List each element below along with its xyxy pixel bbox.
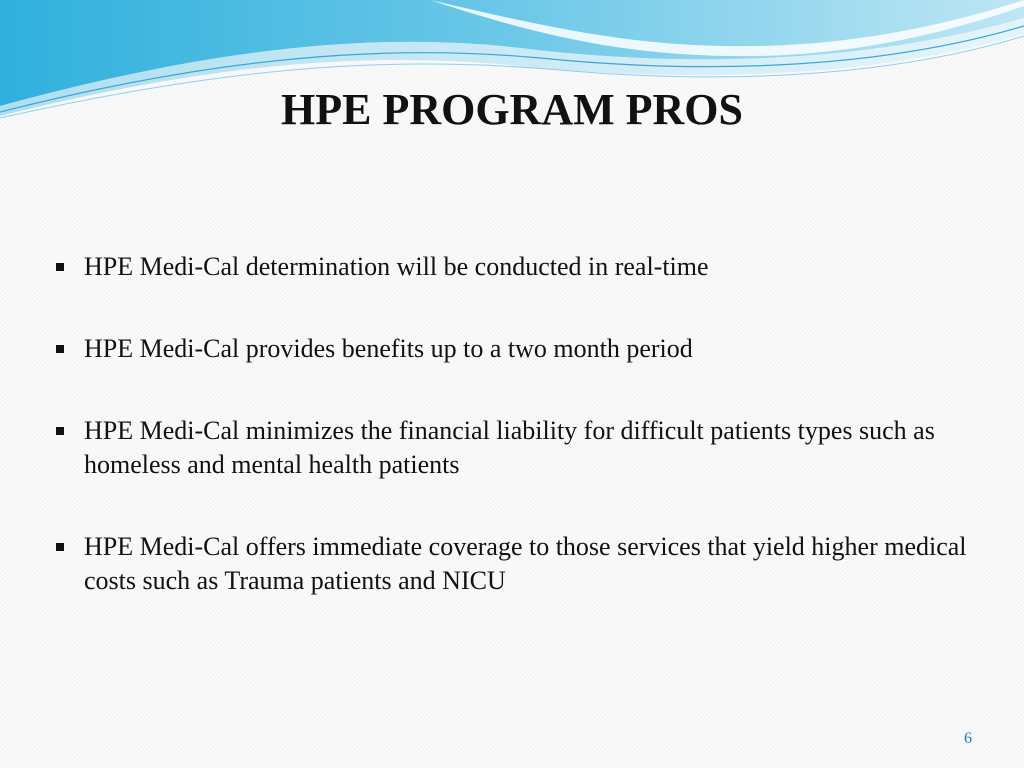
square-bullet-icon [56, 543, 64, 551]
bullet-item [52, 530, 972, 598]
page-number: 6 [964, 730, 972, 747]
bullet-text: HPE Medi-Cal determination will be conducted in real-time [84, 252, 709, 281]
bullet-text: HPE Medi-Cal provides benefits up to a two month period [84, 334, 693, 363]
square-bullet-icon [56, 345, 64, 353]
bullet-text: HPE Medi-Cal offers immediate coverage to those services that yield higher medical costs such as Trauma patients and NICU [84, 532, 967, 595]
square-bullet-icon [56, 263, 64, 271]
bullet-list [52, 250, 972, 598]
bullet-item [52, 414, 972, 482]
bullet-text: HPE Medi-Cal minimizes the financial liability for difficult patients types such as homeless and mental health patients [84, 416, 935, 479]
bullet-item [52, 250, 972, 284]
square-bullet-icon [56, 427, 64, 435]
slide-title: HPE PROGRAM PROS [281, 85, 743, 134]
bullet-item [52, 332, 972, 366]
